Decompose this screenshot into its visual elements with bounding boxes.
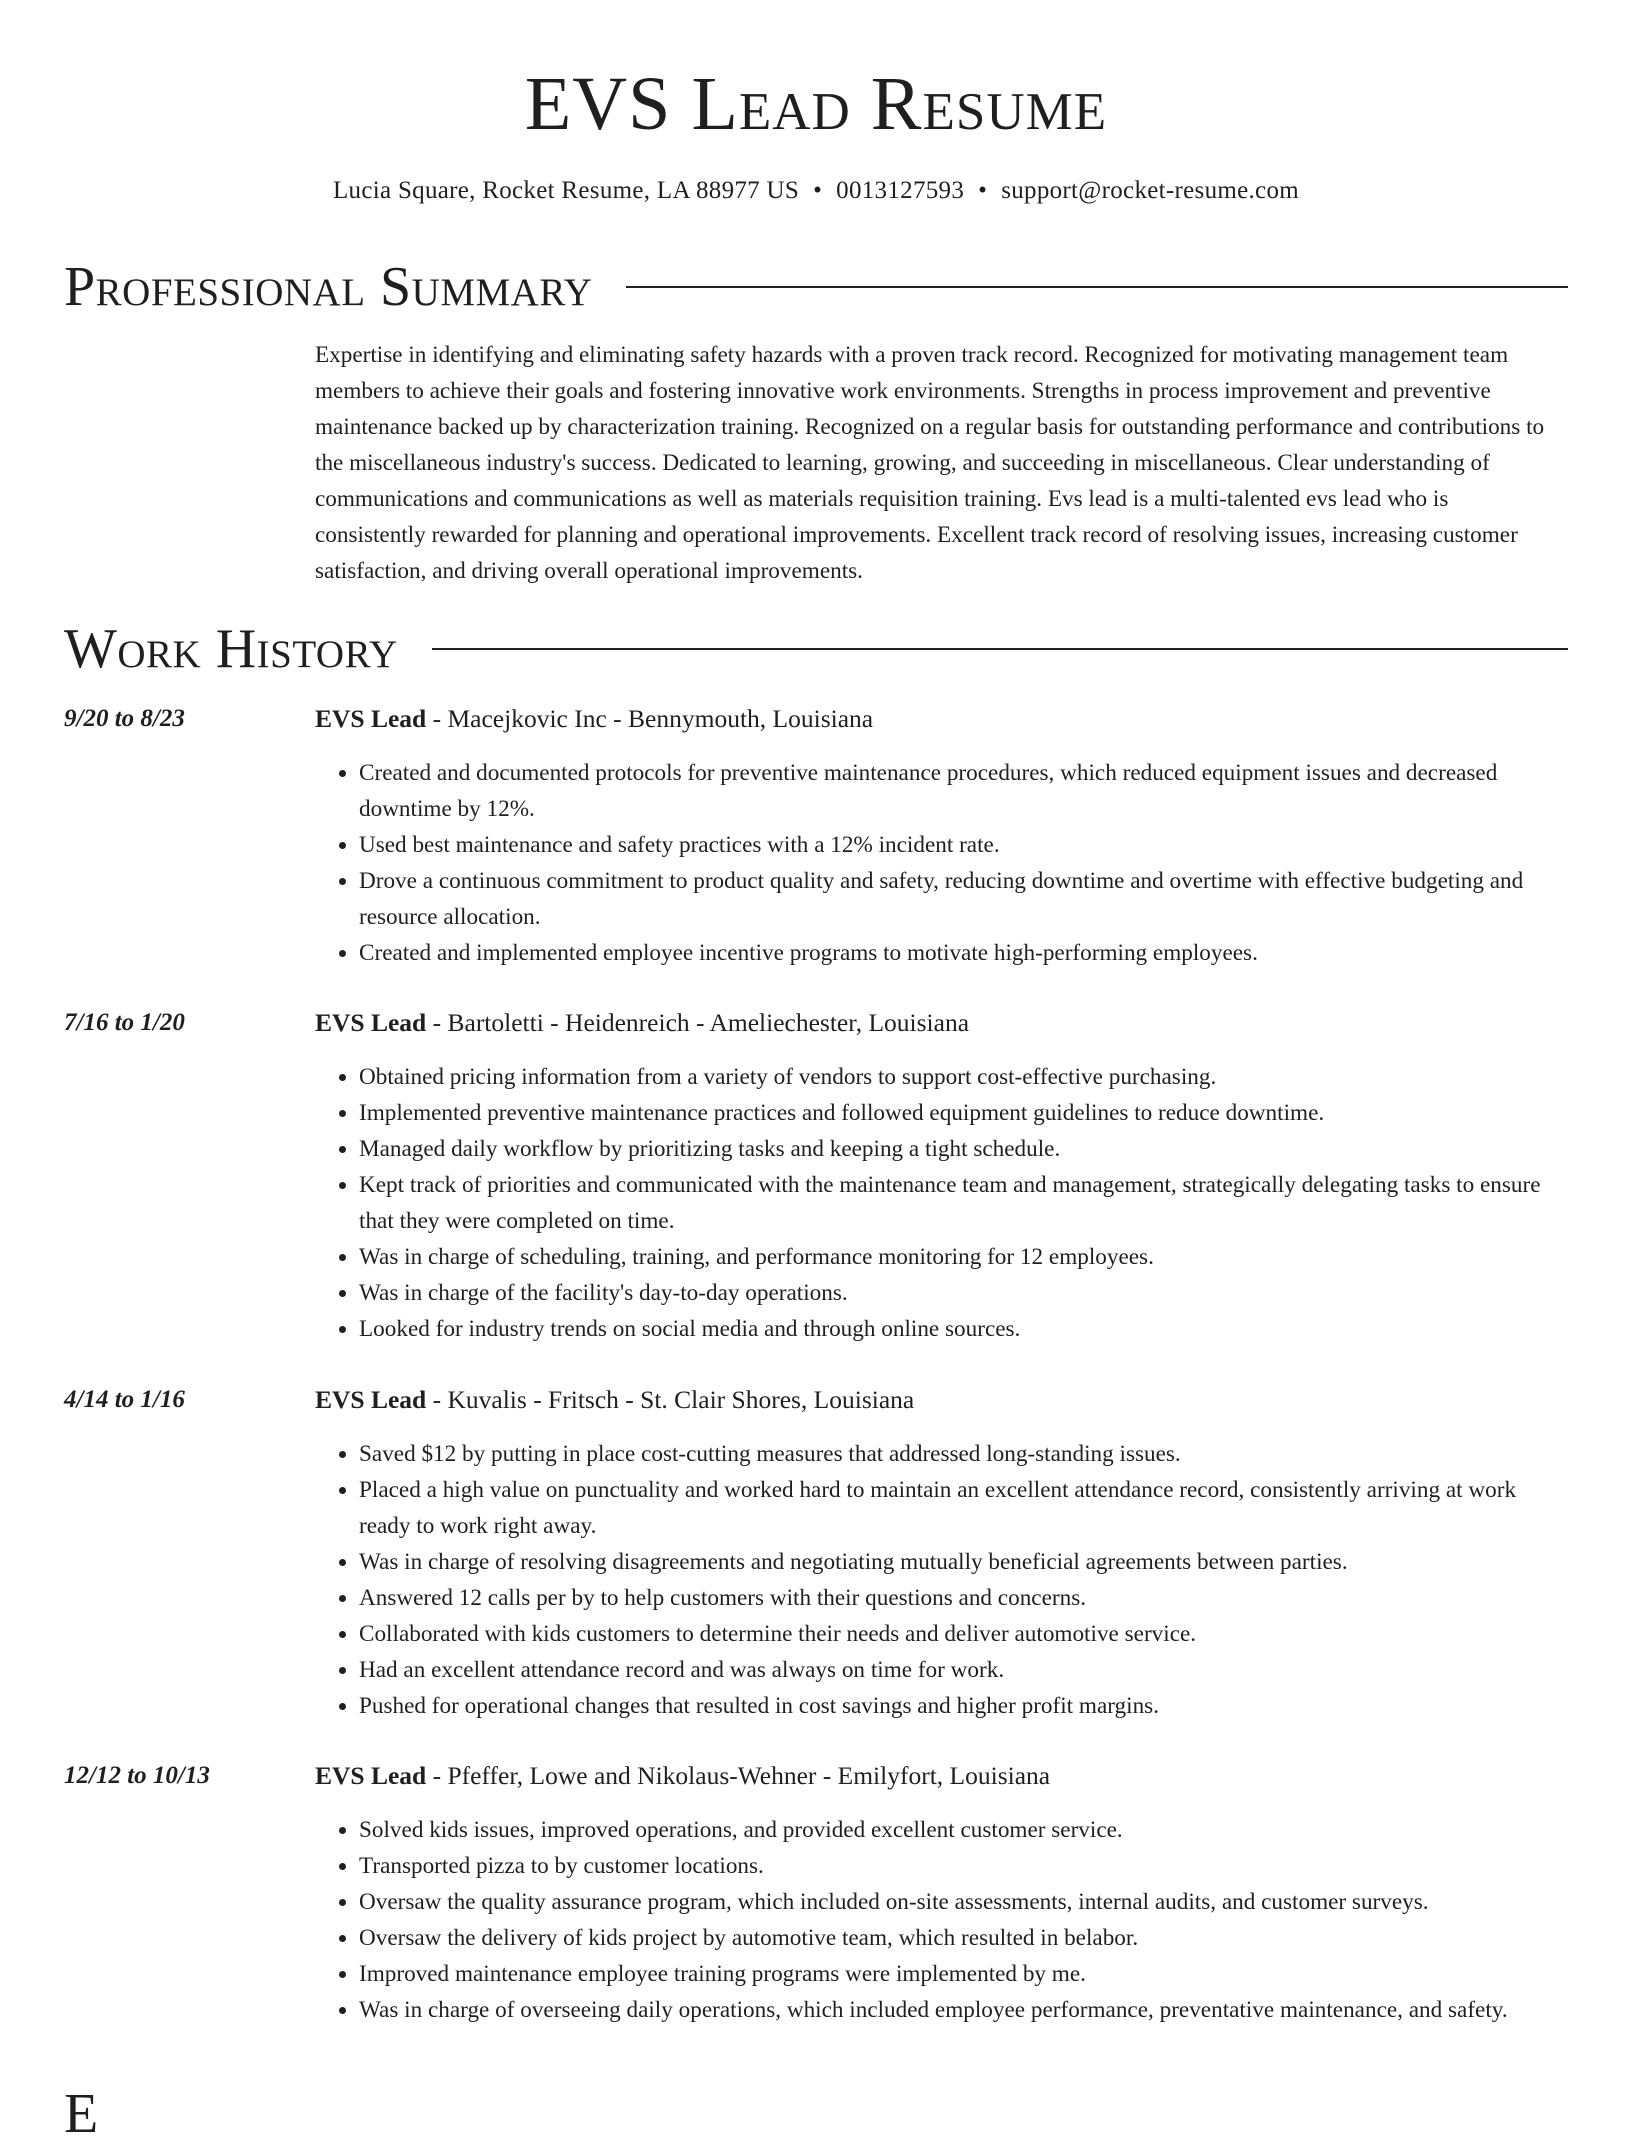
job-bullet: • Was in charge of scheduling, training, and performance monitoring for 12 employees. [359,1239,1568,1275]
job-bullet: • Implemented preventive maintenance practices and followed equipment guidelines to reduce downtime. [359,1095,1568,1131]
job-bullet: • Created and implemented employee incentive programs to motivate high-performing employees. [359,935,1568,971]
section-divider [432,648,1568,650]
job-bullet: • Was in charge of overseeing daily operations, which included employee performance, preventative maintenance, and safety. [359,1992,1568,2028]
job-bullet: • Used best maintenance and safety practices with a 12% incident rate. [359,827,1568,863]
job-bullets [315,1436,1568,1724]
next-section-heading-partial: E [64,2083,99,2145]
job-dates: 4/14 to 1/16 [64,1386,185,1413]
contact-phone: 0013127593 [836,177,965,204]
job-heading [315,1758,1568,1794]
contact-separator: • [813,177,823,204]
job-bullet: • Transported pizza to by customer locations. [359,1848,1568,1884]
job-bullet: • Saved $12 by putting in place cost-cutting measures that addressed long-standing issues. [359,1436,1568,1472]
job-details: - Pfeffer, Lowe and Nikolaus-Wehner - Emilyfort, Louisiana [426,1761,1051,1790]
job-dates: 7/16 to 1/20 [64,1009,185,1036]
job-bullets [315,755,1568,971]
job-bullet: • Kept track of priorities and communicated with the maintenance team and management, strategically delegating tasks to ensure that they were completed on time. [359,1167,1568,1239]
job-title: EVS Lead [315,1385,427,1414]
job-bullet: • Oversaw the quality assurance program, which included on-site assessments, internal audits, and customer surveys. [359,1884,1568,1920]
section-divider [626,286,1568,288]
summary-text: Expertise in identifying and eliminating safety hazards with a proven track record. Recognized for motivating management team members to achieve their goals and fostering innovative work environments. Strengths in process improvement and preventive maintenance backed up by characterization training. Recognized on a regular basis for outstanding performance and contributions to the miscellaneous industry's success. Dedicated to learning, growing, and succeeding in miscellaneous. Clear understanding of communications and communications as well as materials requisition training. Evs lead is a multi-talented evs lead who is consistently rewarded for planning and operational improvements. Excellent track record of resolving issues, increasing customer satisfaction, and driving overall operational improvements. [315,342,1545,584]
contact-address: Lucia Square, Rocket Resume, LA 88977 US [332,177,800,204]
job-title: EVS Lead [315,704,427,733]
job-bullet: • Created and documented protocols for preventive maintenance procedures, which reduced equipment issues and decreased downtime by 12%. [359,755,1568,827]
job-bullet: • Placed a high value on punctuality and worked hard to maintain an excellent attendance record, consistently arriving at work ready to work right away. [359,1472,1568,1544]
job-bullets [315,1059,1568,1347]
job-details: - Bartoletti - Heidenreich - Ameliechester, Louisiana [426,1008,970,1037]
job-bullet: • Drove a continuous commitment to product quality and safety, reducing downtime and overtime with effective budgeting and resource allocation. [359,863,1568,935]
job-title: EVS Lead [315,1008,427,1037]
job-details: - Macejkovic Inc - Bennymouth, Louisiana [426,704,874,733]
job-heading [315,701,1568,737]
work-history-heading: Work History [64,618,398,680]
job-bullet: • Answered 12 calls per by to help customers with their questions and concerns. [359,1580,1568,1616]
job-bullet: • Looked for industry trends on social media and through online sources. [359,1311,1568,1347]
job-bullet: • Was in charge of resolving disagreements and negotiating mutually beneficial agreements between parties. [359,1544,1568,1580]
summary-heading: Professional Summary [64,256,593,318]
job-dates: 9/20 to 8/23 [64,705,185,732]
job-bullet: • Managed daily workflow by prioritizing tasks and keeping a tight schedule. [359,1131,1568,1167]
job-heading [315,1005,1568,1041]
job-bullet: • Was in charge of the facility's day-to-day operations. [359,1275,1568,1311]
job-heading [315,1382,1568,1418]
job-bullet: • Had an excellent attendance record and was always on time for work. [359,1652,1568,1688]
contact-separator: • [978,177,988,204]
job-bullet: • Obtained pricing information from a variety of vendors to support cost-effective purchasing. [359,1059,1568,1095]
job-dates: 12/12 to 10/13 [64,1762,210,1789]
summary-section-header [64,255,1568,319]
job-bullets [315,1812,1568,2028]
work-history-section-header [64,617,1568,681]
contact-line [0,173,1632,209]
job-bullet: • Pushed for operational changes that resulted in cost savings and higher profit margins. [359,1688,1568,1724]
resume-title: EVS Lead Resume [524,62,1108,146]
job-bullet: • Solved kids issues, improved operations, and provided excellent customer service. [359,1812,1568,1848]
job-bullet: • Improved maintenance employee training programs were implemented by me. [359,1956,1568,1992]
contact-email: support@rocket-resume.com [1001,177,1299,204]
job-title: EVS Lead [315,1761,427,1790]
job-details: - Kuvalis - Fritsch - St. Clair Shores, Louisiana [426,1385,915,1414]
job-bullet: • Collaborated with kids customers to determine their needs and deliver automotive service. [359,1616,1568,1652]
job-bullet: • Oversaw the delivery of kids project by automotive team, which resulted in belabor. [359,1920,1568,1956]
